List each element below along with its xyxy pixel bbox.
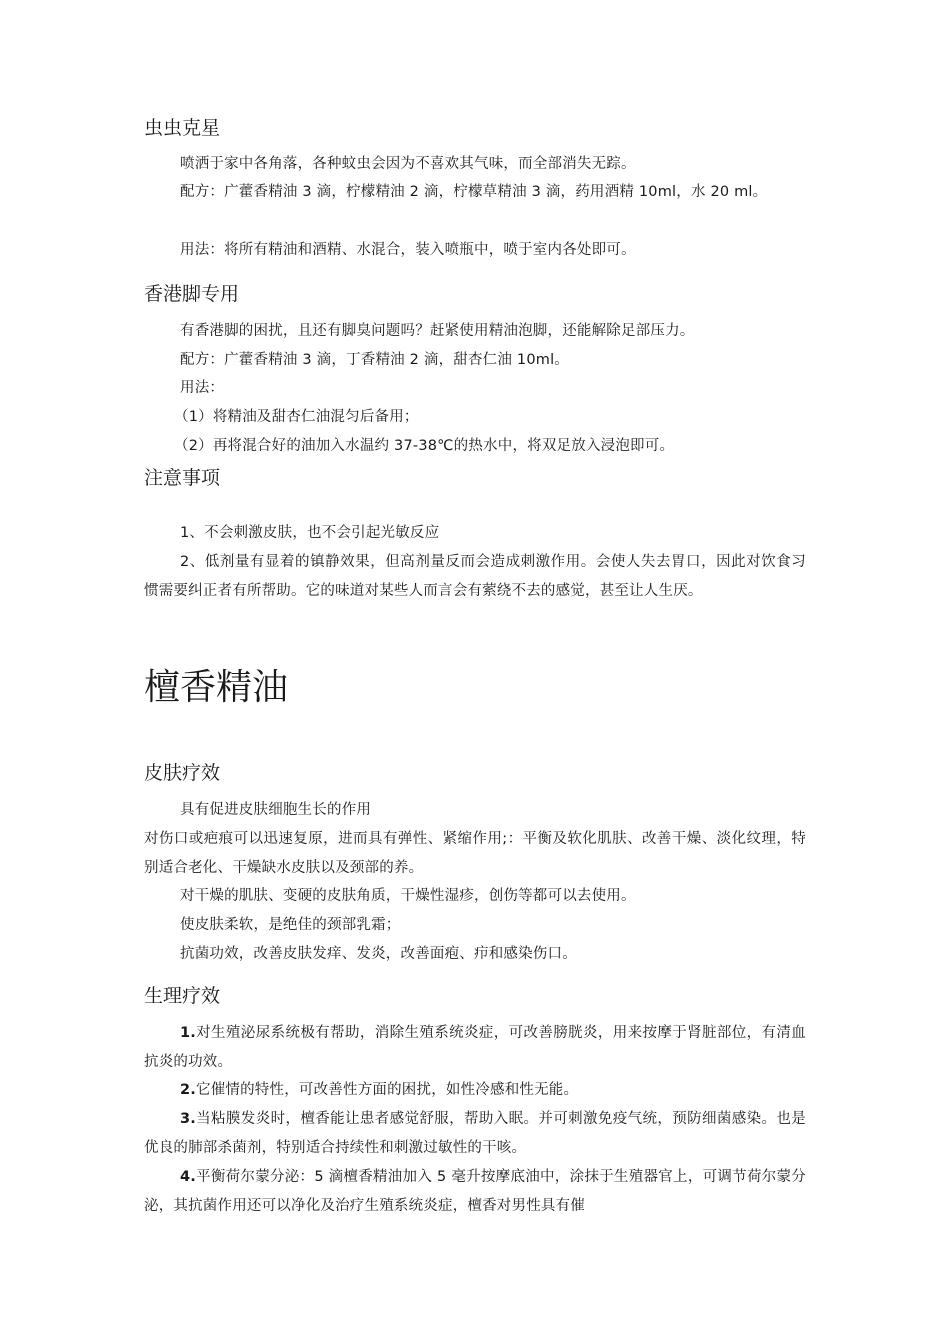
section-heading-chongchong: 虫虫克星 bbox=[144, 117, 221, 139]
item-number: 3. bbox=[180, 1111, 196, 1127]
item-text: 它催情的特性，可改善性方面的困扰，如性冷感和性无能。 bbox=[196, 1082, 579, 1098]
chapter-heading-tanxiang: 檀香精油 bbox=[144, 667, 289, 708]
paragraph: 抗菌功效，改善皮肤发痒、发炎，改善面疱、疖和感染伤口。 bbox=[180, 946, 577, 962]
list-item bbox=[144, 1105, 806, 1162]
item-text: 对生殖泌尿系统极有帮助，消除生殖系统炎症，可改善膀胱炎，用来按摩于肾脏部位，有清血抗炎的功效。 bbox=[144, 1025, 806, 1070]
paragraph: 对干燥的肌肤、变硬的皮肤角质，干燥性湿疹，创伤等都可以去使用。 bbox=[180, 888, 636, 904]
paragraph: 配方：广藿香精油 3 滴，柠檬精油 2 滴，柠檬草精油 3 滴，药用酒精 10ml，水 20 ml。 bbox=[180, 184, 768, 200]
paragraph: 用法： bbox=[180, 380, 225, 396]
item-number: 2. bbox=[180, 1082, 196, 1098]
paragraph: 喷洒于家中各角落，各种蚊虫会因为不喜欢其气味，而全部消失无踪。 bbox=[180, 156, 636, 172]
item-text: 当粘膜发炎时，檀香能让患者感觉舒服，帮助入眠。并可刺激免疫气统，预防细菌感染。也是优良的肺部杀菌剂，特别适合持续性和刺激过敏性的干咳。 bbox=[144, 1111, 806, 1156]
item-number: 4. bbox=[180, 1169, 196, 1185]
paragraph: 具有促进皮肤细胞生长的作用 bbox=[180, 802, 372, 818]
section-heading-pifu: 皮肤疗效 bbox=[144, 762, 221, 784]
paragraph: 配方：广藿香精油 3 滴，丁香精油 2 滴，甜杏仁油 10ml。 bbox=[180, 352, 569, 368]
paragraph: 使皮肤柔软，是绝佳的颈部乳霜； bbox=[180, 917, 401, 933]
section-heading-shengli: 生理疗效 bbox=[144, 985, 221, 1007]
item-number: 1. bbox=[180, 1025, 196, 1041]
section-heading-xianggang: 香港脚专用 bbox=[144, 283, 240, 305]
list-item bbox=[144, 1019, 806, 1076]
paragraph: 2、低剂量有显着的镇静效果，但高剂量反而会造成刺激作用。会使人失去胃口，因此对饮食习惯需要纠正者有所帮助。它的味道对某些人而言会有萦绕不去的感觉，甚至让人生厌。 bbox=[144, 554, 806, 599]
paragraph: （1）将精油及甜杏仁油混匀后备用； bbox=[174, 409, 419, 425]
list-item bbox=[144, 1076, 806, 1105]
list-item bbox=[144, 1163, 806, 1220]
item-text: 平衡荷尔蒙分泌：5 滴檀香精油加入 5 毫升按摩底油中，涂抹于生殖器官上，可调节荷尔蒙分泌，其抗菌作用还可以净化及治疗生殖系统炎症，檀香对男性具有催 bbox=[144, 1169, 806, 1214]
paragraph: 有香港脚的困扰，且还有脚臭问题吗？赶紧使用精油泡脚，还能解除足部压力。 bbox=[180, 323, 695, 339]
paragraph: 用法：将所有精油和酒精、水混合，装入喷瓶中，喷于室内各处即可。 bbox=[180, 242, 636, 258]
paragraph: 对伤口或疤痕可以迅速复原，进而具有弹性、紧缩作用;：平衡及软化肌肤、改善干燥、淡化纹理，特别适合老化、干燥缺水皮肤以及颈部的养。 bbox=[144, 831, 806, 876]
paragraph: 1、不会刺激皮肤，也不会引起光敏反应 bbox=[180, 525, 440, 541]
paragraph: （2）再将混合好的油加入水温约 37-38℃的热水中，将双足放入浸泡即可。 bbox=[174, 438, 675, 454]
section-heading-zhuyi: 注意事项 bbox=[144, 467, 221, 489]
